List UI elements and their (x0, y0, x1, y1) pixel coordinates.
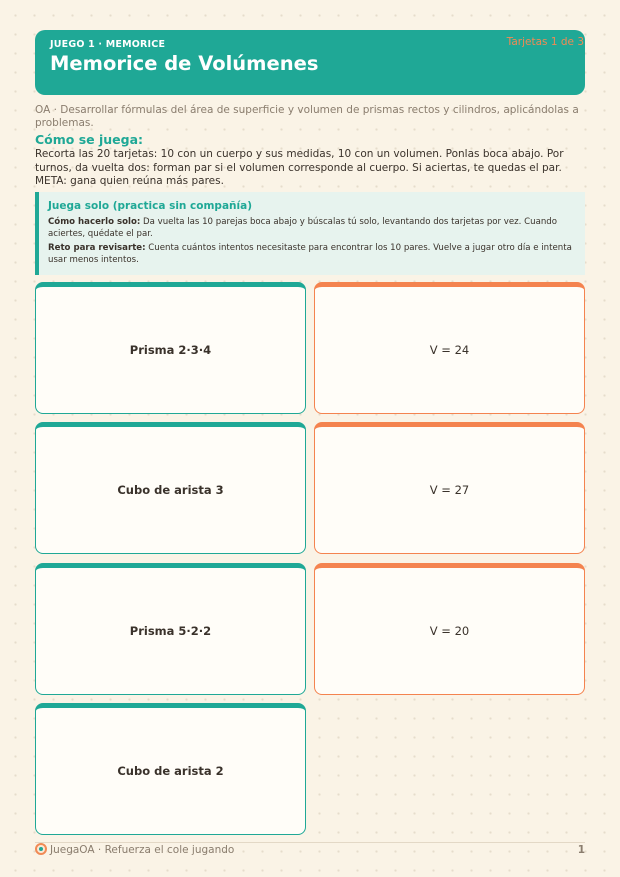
solo-challenge-line (48, 242, 575, 266)
page-number: 1 (577, 844, 585, 856)
solo-how-label: Cómo hacerlo solo: (48, 217, 141, 227)
title-banner (35, 30, 585, 95)
solo-challenge-text: Cuenta cuántos intentos necesitaste para encontrar los 10 pares. Vuelve a jugar otro día e intenta usar menos intentos. (48, 243, 572, 265)
card-label: Prisma 2·3·4 (129, 343, 212, 357)
how-to-play-heading: Cómo se juega: (35, 132, 144, 147)
card-body-1[interactable] (35, 282, 306, 414)
card-body-2[interactable] (35, 422, 306, 554)
learning-objective: OA · Desarrollar fórmulas del área de superficie y volumen de prismas rectos y cilindros, aplicándolas a problemas. (35, 104, 579, 129)
card-body-3[interactable] (35, 563, 306, 695)
page-title: Memorice de Volúmenes (50, 52, 319, 75)
target-icon (35, 843, 47, 855)
footer-brand: JuegaOA · Refuerza el cole jugando (50, 844, 235, 856)
solo-play-box (35, 192, 585, 275)
card-label: Cubo de arista 3 (117, 483, 224, 497)
card-volume-2[interactable] (314, 422, 585, 554)
card-label: V = 20 (429, 624, 470, 638)
solo-how-line (48, 216, 575, 240)
how-to-play-text: Recorta las 20 tarjetas: 10 con un cuerpo y sus medidas, 10 con un volumen. Ponlas boca abajo. Por turnos, da vuelta dos: forman par si el volumen corresponde al cuerpo. Si aciertas, te quedas el par. META: gana quien reúna más pares. (35, 148, 564, 187)
solo-challenge-label: Reto para revisarte: (48, 243, 146, 253)
footer-divider (35, 842, 585, 843)
solo-how-text: Da vuelta las 10 parejas boca abajo y búscalas tú solo, levantando dos tarjetas por vez. Cuando aciertes, quédate el par. (48, 217, 558, 239)
card-label: V = 24 (429, 343, 470, 357)
card-volume-1[interactable] (314, 282, 585, 414)
card-body-4[interactable] (35, 703, 306, 835)
card-label: V = 27 (429, 483, 470, 497)
card-label: Prisma 5·2·2 (129, 624, 212, 638)
cards-counter: Tarjetas 1 de 3 (506, 36, 584, 48)
card-volume-3[interactable] (314, 563, 585, 695)
card-label: Cubo de arista 2 (117, 764, 224, 778)
solo-play-heading: Juega solo (practica sin compañía) (48, 200, 252, 212)
game-eyebrow: JUEGO 1 · MEMORICE (50, 39, 166, 50)
